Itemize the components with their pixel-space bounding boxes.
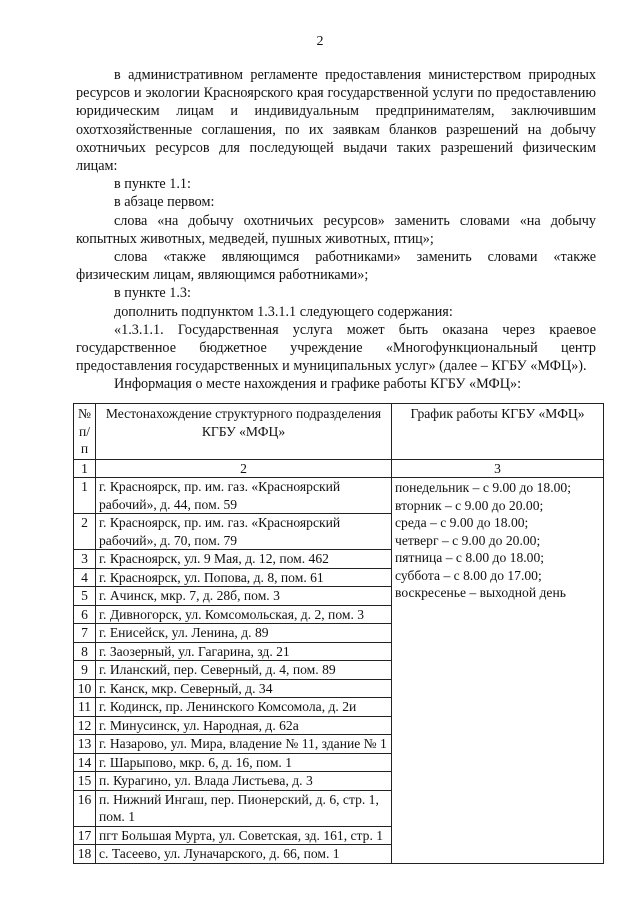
paragraph-table-caption: Информация о месте нахождения и графике работы КГБУ «МФЦ»: [114, 376, 522, 393]
row-number: 11 [74, 698, 96, 717]
row-location: г. Кодинск, пр. Ленинского Комсомола, д. 2и [96, 698, 392, 717]
row-location: г. Красноярск, пр. им. газ. «Красноярский рабочий», д. 70, пом. 79 [96, 514, 392, 550]
row-location: г. Красноярск, ул. 9 Мая, д. 12, пом. 462 [96, 550, 392, 569]
row-number: 6 [74, 605, 96, 624]
row-number: 16 [74, 790, 96, 826]
paragraph-subpoint-1-3-1-1: «1.3.1.1. Государственная услуга может быть оказана через краевое государственное бюджетное учреждение «Многофункциональный центр предоставления государственных и муниципальных услуг» (далее – КГБУ «МФЦ»). [76, 321, 596, 375]
row-number: 8 [74, 642, 96, 661]
row-number: 3 [74, 550, 96, 569]
row-location: г. Красноярск, пр. им. газ. «Красноярский рабочий», д. 44, пом. 59 [96, 478, 392, 514]
row-number: 7 [74, 624, 96, 643]
row-number: 13 [74, 735, 96, 754]
row-number: 10 [74, 679, 96, 698]
column-number-1: 1 [74, 459, 96, 478]
mfc-locations-table [73, 403, 604, 864]
header-schedule: График работы КГБУ «МФЦ» [392, 404, 604, 460]
header-location: Местонахождение структурного подразделения КГБУ «МФЦ» [96, 404, 392, 460]
paragraph-replace-employees: слова «также являющимся работниками» заменить словами «также физическим лицам, являющимся работниками»; [76, 249, 596, 284]
row-number: 12 [74, 716, 96, 735]
schedule-cell [392, 478, 604, 864]
schedule-line: вторник – с 9.00 до 20.00; [395, 497, 544, 513]
mfc-table-container [73, 403, 603, 864]
table-body [74, 478, 604, 864]
row-location: пгт Большая Мурта, ул. Советская, зд. 161, стр. 1 [96, 826, 392, 845]
schedule-line: понедельник – с 9.00 до 18.00; [395, 480, 571, 495]
row-location: г. Назарово, ул. Мира, владение № 11, здание № 1 [96, 735, 392, 754]
page-number: 2 [316, 34, 324, 49]
row-number: 18 [74, 845, 96, 864]
row-location: г. Шарыпово, мкр. 6, д. 16, пом. 1 [96, 753, 392, 772]
row-number: 14 [74, 753, 96, 772]
paragraph-regulation-intro: в административном регламенте предоставления министерством природных ресурсов и экологии Красноярского края государственной услуги по предоставлению юридическим лицам и индивидуальным предпринимателям, заключившим охотхозяйственные соглашения, по их заявкам бланков разрешений на добычу охотничьих ресурсов для последующей выдачи таких разрешений физическим лицам: [76, 67, 596, 175]
row-number: 5 [74, 587, 96, 606]
schedule-line: суббота – с 8.00 до 17.00; [395, 567, 542, 583]
row-location: п. Нижний Ингаш, пер. Пионерский, д. 6, стр. 1, пом. 1 [96, 790, 392, 826]
row-location: г. Енисейск, ул. Ленина, д. 89 [96, 624, 392, 643]
document-body [76, 66, 596, 394]
paragraph-first-abzac: в абзаце первом: [114, 194, 215, 211]
schedule-line: четверг – с 9.00 до 20.00; [395, 532, 541, 548]
row-number: 2 [74, 514, 96, 550]
schedule-line: пятница – с 8.00 до 18.00; [395, 550, 545, 565]
row-number: 1 [74, 478, 96, 514]
schedule-line: среда – с 9.00 до 18.00; [395, 515, 529, 530]
row-location: п. Курагино, ул. Влада Листьева, д. 3 [96, 772, 392, 791]
row-location: г. Иланский, пер. Северный, д. 4, пом. 89 [96, 661, 392, 680]
row-number: 9 [74, 661, 96, 680]
table-row [74, 478, 604, 514]
paragraph-replace-hunting-resources: слова «на добычу охотничьих ресурсов» заменить словами «на добычу копытных животных, медведей, пушных животных, птиц»; [76, 212, 596, 247]
row-location: г. Ачинск, мкр. 7, д. 28б, пом. 3 [96, 587, 392, 606]
column-number-2: 2 [96, 459, 392, 478]
paragraph-point-1-1: в пункте 1.1: [114, 176, 191, 193]
schedule-line: воскресенье – выходной день [395, 585, 566, 600]
row-location: г. Красноярск, ул. Попова, д. 8, пом. 61 [96, 568, 392, 587]
paragraph-point-1-3: в пункте 1.3: [114, 285, 191, 302]
row-number: 17 [74, 826, 96, 845]
header-number: № п/п [74, 404, 96, 460]
paragraph-add-subpoint: дополнить подпунктом 1.3.1.1 следующего содержания: [114, 303, 453, 320]
row-location: г. Минусинск, ул. Народная, д. 62а [96, 716, 392, 735]
table-column-number-row [74, 459, 604, 478]
table-header-row [74, 404, 604, 460]
row-location: с. Тасеево, ул. Луначарского, д. 66, пом. 1 [96, 845, 392, 864]
column-number-3: 3 [392, 459, 604, 478]
row-number: 15 [74, 772, 96, 791]
row-location: г. Дивногорск, ул. Комсомольская, д. 2, пом. 3 [96, 605, 392, 624]
row-location: г. Канск, мкр. Северный, д. 34 [96, 679, 392, 698]
row-number: 4 [74, 568, 96, 587]
row-location: г. Заозерный, ул. Гагарина, зд. 21 [96, 642, 392, 661]
